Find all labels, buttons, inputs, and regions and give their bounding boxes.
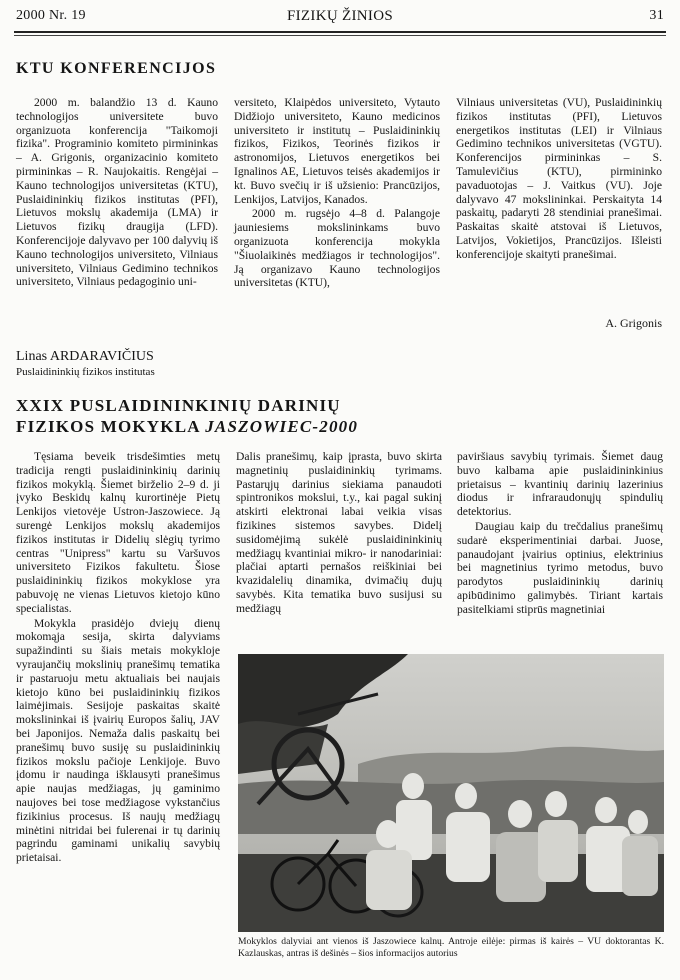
- article2-paragraph: Mokykla prasidėjo dviejų dienų mokomąja sesija, skirta dalyviams supažindinti su šiais metais mokykloje vyraujančių mokslinių pranešimų tematika ir pastaruoju metu aktualiais bei naujais kietojo kūno bei puslaidininkių fizikos laimėjimais. Sesijoje paskaitas skaitė mokslininkai iš įvairių Europos šalių, JAV bei Japonijos. Nemaža dalis paskaitų bei pranešimų buvo susiję su puslaidininkių fizikos mokslu pačioje Lenkijoje. Buvo įdomu ir naudinga išklausyti pranešimus apie naujas medžiagas, jų gaminimo naujoves bei tose medžiagose vykstančius fizikinius procesus. Iš naujų medžiagų minėtini nitridai bei fulerenai ir tų darinių pagrindu gaminami unikalių savybių prietaisai.: [16, 616, 220, 865]
- article1-column-2: [234, 96, 440, 290]
- author-affiliation: Puslaidininkių fizikos institutas: [16, 366, 155, 378]
- article1-column-3: [456, 96, 662, 262]
- article1-paragraph: 2000 m. balandžio 13 d. Kauno technologijos universitete buvo organizuota konferencija "Taikomoji fizika". Programinio komiteto pirmininkas – A. Grigonis, organizacinio komiteto pirmininkas – R. Naujokaitis. Rengėjai – Kauno technologijos universitetas (KTU), Puslaidininkių fizikos institutas (PFI), Lietuvos mokslų akademija (LMA) ir Lietuvos fizikų draugija (LFD). Konferencijoje dalyvavo per 100 dalyvių iš Kauno technologijos universiteto, Vilniaus universiteto, Vilniaus Gedimino technikos universiteto, Vilniaus pedagoginio uni-: [16, 96, 218, 289]
- author-name: Linas ARDARAVIČIUS: [16, 349, 154, 364]
- article2-paragraph: paviršiaus savybių tyrimais. Šiemet daug buvo kalbama apie puslaidininkinius prietaisus – kvantinių darinių lazerinius diodus ir infraraudonųjų spindulių detektorius.: [457, 450, 663, 519]
- article2-column-3: [457, 450, 663, 617]
- article2-title-line-2: [16, 416, 358, 437]
- group-photo-illustration: [238, 654, 664, 932]
- article2-title-school: FIZIKOS MOKYKLA: [16, 417, 200, 436]
- article1-column-1: [16, 96, 218, 289]
- article2-column-2: [236, 450, 442, 616]
- article1-paragraph: versiteto, Klaipėdos universiteto, Vytauto Didžiojo universiteto, Kauno medicinos universiteto ir institutų – Puslaidininkių fizikos, Fizikos, Teorinės fizikos ir astronomijos, Lietuvos energetikos bei Ignalinos AE, Lietuvos teisės akademijos ir kt. Buvo svečių ir iš užsienio: Prancūzijos, Lenkijos, Latvijos, Kanados.: [234, 96, 440, 206]
- article1-paragraph: 2000 m. rugsėjo 4–8 d. Palangoje jauniesiems mokslininkams buvo organizuota konferencija mokykla "Šiuolaikinės medžiagos ir technologijos". Ją organizavo Kauno technologijos universitetas (KTU),: [234, 207, 440, 290]
- article2-title-line-1: XXIX PUSLAIDININKINIŲ DARINIŲ: [16, 396, 341, 415]
- photo-caption: Mokyklos dalyviai ant vienos iš Jaszowiece kalnų. Antroje eilėje: pirmas iš kairės – VU doktorantas K. Kazlauskas, antras iš dešinės – šios informacijos autorius: [238, 936, 664, 959]
- article2-title: [16, 395, 358, 437]
- page-number: 31: [649, 8, 664, 23]
- article2-paragraph: Dalis pranešimų, kaip įprasta, buvo skirta magnetinių puslaidininkių tyrimams. Pastarųjų darinius siekiama panaudoti spintronikos mokslui, t.y., kai pagal sukinį atskirti elektronai labai veikia visas fizikines sistemos savybes. Didelį susidomėjimą sukėlė puslaidininkinių medžiagų kvantiniai mikro- ir nanodariniai: plačiai aptarti pernašos reiškiniai bei kvazidalelių dinamika, dvimačių dujų savybės. Kita tematika buvo susijusi su medžiagų: [236, 450, 442, 615]
- article1-title: KTU KONFERENCIJOS: [16, 60, 217, 77]
- article2-paragraph: Daugiau kaip du trečdalius pranešimų sudarė eksperimentiniai darbai. Juose, panaudojant įvairius optinius, elektrinius bei magnetinius tyrimo metodus, buvo parodytos puslaidininkių darinių apibūdinimo galimybės. Tiriant kartais pasitelkiami stiprūs magnetiniai: [457, 519, 663, 616]
- group-photo: [238, 654, 664, 932]
- journal-title: FIZIKŲ ŽINIOS: [287, 8, 393, 24]
- header-rule: [14, 31, 666, 33]
- article2-column-1: [16, 450, 220, 865]
- article2-paragraph: Tęsiama beveik trisdešimties metų tradicija rengti puslaidininkinių darinių fizikos mokyklą. Šiemet birželio 2–9 d. ji įvyko Beskidų kalnų kurortinėje Pietų Lenkijos vietovėje Ustron-Jaszowiece. Ją surengė Lenkijos mokslų akademijos fizikos institutas ir Didelių slėgių tyrimo centras "Unipress" kartu su Varšuvos universiteto Fizikos fakultetu. Šiose puslaidininkių fizikos mokyklose yra pabuvoję ne vienas Lietuvos kietojo kūno specialistas.: [16, 450, 220, 615]
- article2-title-place: JASZOWIEC-2000: [205, 417, 359, 436]
- article1-signature: A. Grigonis: [605, 316, 662, 330]
- header-rule-thin: [14, 35, 666, 36]
- issue-number: 2000 Nr. 19: [16, 8, 86, 23]
- article1-paragraph: Vilniaus universitetas (VU), Puslaidininkių fizikos institutas (PFI), Lietuvos energetikos institutas (LEI) ir Vilniaus Gedimino technikos universitetas (VGTU). Konferencijos pirmininkas – S. Tamulevičius (KTU), pirmininko pavaduotojas – J. Vaitkus (VU). Joje dalyvavo 47 mokslininkai. Perskaityta 14 paskaitų, padaryti 28 stendiniai pranešimai. Paskaitas skaitė atstovai iš Lietuvos, Latvijos, Vokietijos, Prancūzijos. Išleisti konferencijoje skaityti pranešimai.: [456, 96, 662, 261]
